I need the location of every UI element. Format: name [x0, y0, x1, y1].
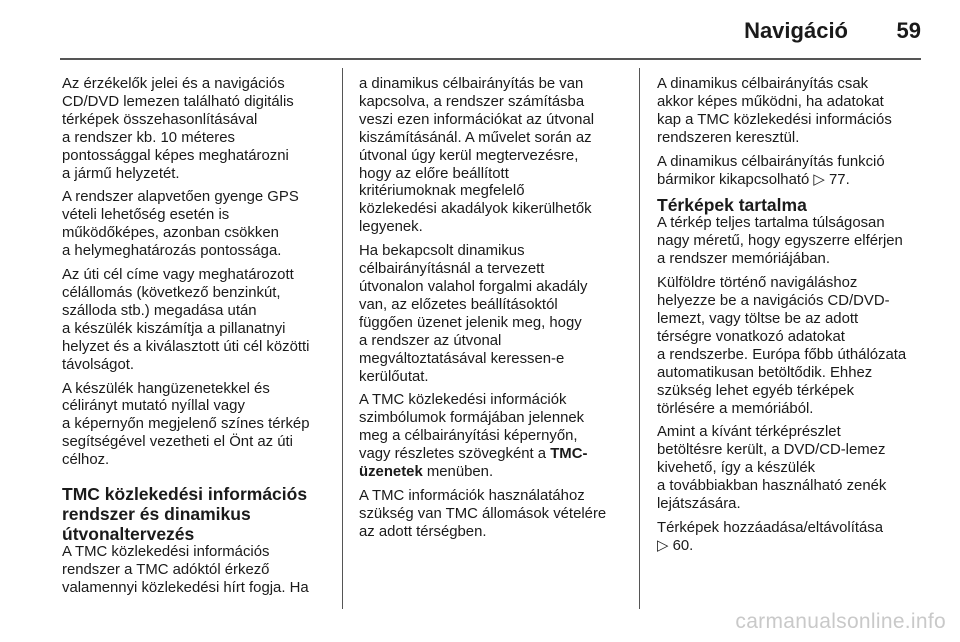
paragraph	[657, 76, 951, 148]
paragraph	[62, 189, 338, 261]
text-line	[359, 464, 635, 482]
text-line: szálloda stb.) megadása után	[62, 302, 257, 319]
text-line: legyenek.	[359, 219, 423, 236]
heading-line: TMC közlekedési információs	[62, 484, 308, 505]
paragraph	[657, 154, 951, 190]
text-line: útvonal úgy kerül megtervezésre,	[359, 147, 579, 164]
header-rule	[60, 58, 921, 60]
paragraph	[657, 215, 951, 269]
text-line: helyezze be a navigációs CD/DVD-	[657, 293, 890, 310]
column-divider-1	[342, 68, 343, 609]
text-line: szükség van TMC állomások vételére	[359, 505, 607, 522]
text-line: A dinamikus célbairányítás csak	[657, 76, 869, 92]
text-line: helyzet és a kiválasztott úti cél közötti	[62, 338, 310, 355]
text-line: lemezt, vagy töltse be az adott	[657, 310, 859, 327]
text-line: célbairányításnál a tervezett	[359, 261, 545, 278]
text-line: térségre vonatkozó adatokat	[657, 328, 845, 345]
text-fragment: menüben.	[422, 464, 494, 481]
menu-name-bold: üzenetek	[359, 464, 423, 481]
paragraph	[359, 243, 635, 386]
text-line: a rendszerbe. Európa főbb úthálózata	[657, 346, 907, 363]
column-2	[359, 76, 635, 548]
paragraph	[62, 267, 338, 374]
text-line: A TMC információk használatához	[359, 487, 585, 504]
paragraph	[359, 392, 635, 482]
page-number: 59	[896, 18, 921, 43]
cross-reference-link[interactable]: bármikor kikapcsolható ▷ 77.	[657, 171, 850, 188]
text-line: Az érzékelők jelei és a navigációs	[62, 76, 285, 92]
text-line: A készülék hangüzenetekkel és	[62, 380, 270, 397]
text-line: akkor képes működni, ha adatokat	[657, 93, 884, 110]
text-line: megváltoztatásával keressen-e	[359, 350, 565, 367]
text-line: A térkép teljes tartalma túlságosan	[657, 215, 885, 232]
text-line: van, az előzetes beállításoktól	[359, 296, 558, 313]
text-line: a rendszer memóriájában.	[657, 251, 830, 268]
text-line: valamennyi közlekedési hírt fogja. Ha	[62, 579, 309, 596]
text-line: közlekedési akadályok kikerülhetők	[359, 201, 592, 218]
text-line: kap a TMC közlekedési információs	[657, 111, 892, 128]
text-line: törlésére a memóriából.	[657, 400, 814, 417]
text-line: a dinamikus célbairányítás be van	[359, 76, 584, 92]
paragraph	[359, 76, 635, 237]
text-line: kiszámításánál. A művelet során az	[359, 129, 592, 146]
text-line: Az úti cél címe vagy meghatározott	[62, 267, 294, 284]
text-line: meg a célbairányítási képernyőn,	[359, 428, 578, 445]
paragraph	[657, 520, 951, 556]
text-line: célirányt mutató nyíllal vagy	[62, 398, 245, 415]
text-line: betöltésre került, a DVD/CD-lemez	[657, 442, 886, 459]
text-line: szükség lehet egyéb térképek	[657, 382, 855, 399]
text-line: A rendszer alapvetően gyenge GPS	[62, 189, 299, 206]
text-line: rendszer a TMC adóktól érkező	[62, 561, 270, 578]
section-heading-tmc	[62, 484, 338, 544]
text-line: CD/DVD lemezen található digitális	[62, 93, 294, 110]
text-line: lejátszására.	[657, 496, 741, 513]
text-line: A dinamikus célbairányítás funkció	[657, 153, 885, 170]
menu-name-bold: TMC-	[550, 446, 588, 463]
paragraph	[657, 424, 951, 514]
text-line: kritériumoknak megfelelő	[359, 183, 525, 200]
section-heading-maps: Térképek tartalma	[657, 195, 807, 216]
text-line: célállomás (következő benzinkút,	[62, 284, 281, 301]
text-line: Ha bekapcsolt dinamikus	[359, 243, 525, 260]
header-title: Navigáció	[744, 18, 848, 43]
text-line: a helymeghatározás pontossága.	[62, 243, 282, 260]
heading-line: útvonaltervezés	[62, 524, 195, 545]
text-line: automatikusan betöltődik. Ehhez	[657, 364, 873, 381]
text-line: Amint a kívánt térképrészlet	[657, 424, 841, 441]
text-line: veszi ezen információkat az útvonal	[359, 111, 595, 128]
text-line: Térképek hozzáadása/eltávolítása	[657, 519, 883, 536]
text-line: működőképes, azonban csökken	[62, 225, 279, 242]
text-line: vételi lehetőség esetén is	[62, 207, 230, 224]
text-line: kivehető, így a készülék	[657, 460, 816, 477]
text-line: Külföldre történő navigáláshoz	[657, 275, 858, 292]
column-divider-2	[639, 68, 640, 609]
text-line: hogy az előre beállított	[359, 165, 509, 182]
text-line: útvonalon valahol forgalmi akadály	[359, 278, 588, 295]
text-line: az adott térségben.	[359, 523, 487, 540]
paragraph	[62, 381, 338, 471]
text-line: kapcsolva, a rendszer számításba	[359, 93, 585, 110]
text-line: függően üzenet jelenik meg, hogy	[359, 314, 582, 331]
text-line: a jármű helyzetét.	[62, 165, 180, 182]
text-line: A TMC közlekedési információs	[62, 544, 270, 561]
text-line: a képernyőn megjelenő színes térkép	[62, 416, 310, 433]
text-line	[359, 446, 635, 464]
paragraph	[62, 544, 338, 598]
heading-line: rendszer és dinamikus	[62, 504, 251, 525]
text-line: a továbbiakban használható zenék	[657, 478, 887, 495]
paragraph	[359, 488, 635, 542]
watermark: carmanualsonline.info	[735, 610, 946, 633]
text-line: térképek összehasonlításával	[62, 111, 258, 128]
text-line: a készülék kiszámítja a pillanatnyi	[62, 320, 286, 337]
cross-reference-link[interactable]: ▷ 60.	[657, 537, 694, 554]
text-line: kerülőutat.	[359, 368, 429, 385]
page-header	[0, 0, 960, 58]
column-3	[657, 76, 951, 562]
paragraph	[657, 275, 951, 418]
text-line: a rendszer az útvonal	[359, 332, 502, 349]
text-line: A TMC közlekedési információk	[359, 392, 567, 409]
text-line: célhoz.	[62, 452, 110, 469]
text-line: pontossággal képes meghatározni	[62, 147, 289, 164]
text-line: rendszeren keresztül.	[657, 129, 800, 146]
text-line: nagy méretű, hogy egyszerre elférjen	[657, 233, 903, 250]
text-line: a rendszer kb. 10 méteres	[62, 129, 235, 146]
text-line: segítségével vezetheti el Önt az úti	[62, 434, 293, 451]
text-fragment: vagy részletes szövegként a	[359, 446, 551, 463]
paragraph	[62, 76, 338, 183]
text-line: távolságot.	[62, 356, 135, 373]
text-line: szimbólumok formájában jelennek	[359, 410, 585, 427]
column-1	[62, 76, 338, 604]
